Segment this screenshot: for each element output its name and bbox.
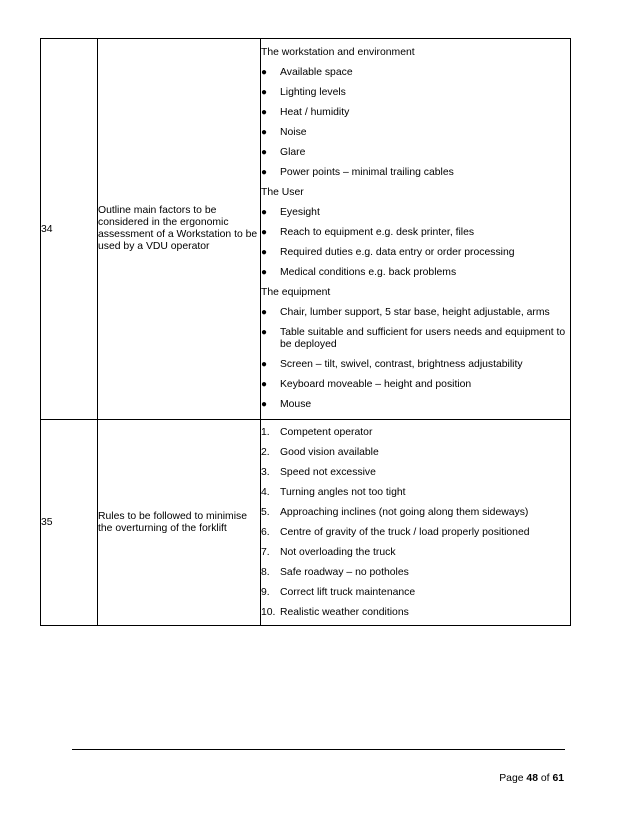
list-number: 6.	[261, 526, 270, 538]
bullet-icon: ●	[261, 107, 268, 118]
bullet-icon: ●	[261, 359, 268, 370]
bullet-icon: ●	[261, 147, 268, 158]
section-heading: The workstation and environment	[261, 47, 415, 58]
list-item: ● Glare	[261, 147, 306, 158]
list-item: 2. Good vision available	[261, 446, 379, 458]
page-of-label: of	[540, 773, 550, 784]
list-number: 1.	[261, 426, 270, 438]
list-number: 3.	[261, 466, 270, 478]
list-item: ● Table suitable and sufficient for users needs and equipment to be deployed	[261, 327, 566, 350]
bullet-icon: ●	[261, 167, 268, 178]
list-item: ● Keyboard moveable – height and position	[261, 379, 472, 390]
list-item: 8. Safe roadway – no potholes	[261, 566, 409, 578]
page-label: Page	[499, 773, 524, 784]
bullet-icon: ●	[261, 87, 268, 98]
qa-table	[40, 38, 571, 626]
bullet-icon: ●	[261, 247, 268, 258]
list-item: ● Chair, lumber support, 5 star base, height adjustable, arms	[261, 307, 550, 318]
bullet-icon: ●	[261, 327, 268, 338]
question-text: Rules to be followed to minimise the overturning of the forklift	[98, 420, 261, 626]
list-number: 10.	[261, 606, 276, 618]
list-item: ● Required duties e.g. data entry or order processing	[261, 247, 515, 258]
bullet-icon: ●	[261, 399, 268, 410]
list-item: ● Power points – minimal trailing cables	[261, 167, 454, 178]
bullet-icon: ●	[261, 379, 268, 390]
list-number: 9.	[261, 586, 270, 598]
list-item: ● Eyesight	[261, 207, 320, 218]
table-row	[41, 39, 571, 420]
answer-cell	[261, 39, 571, 420]
current-page: 48	[526, 773, 538, 784]
list-item: ● Available space	[261, 67, 353, 78]
answer-cell	[261, 420, 571, 626]
list-item: 6. Centre of gravity of the truck / load properly positioned	[261, 526, 530, 538]
question-text: Outline main factors to be considered in the ergonomic assessment of a Workstation to be used by a VDU operator	[98, 39, 261, 420]
list-item: 4. Turning angles not too tight	[261, 486, 406, 498]
list-item: ● Heat / humidity	[261, 107, 350, 118]
list-item: ● Screen – tilt, swivel, contrast, brightness adjustability	[261, 359, 523, 370]
list-number: 5.	[261, 506, 270, 518]
bullet-list	[261, 303, 570, 415]
list-number: 2.	[261, 446, 270, 458]
list-item: ● Reach to equipment e.g. desk printer, files	[261, 227, 475, 238]
list-item: 5. Approaching inclines (not going along them sideways)	[261, 506, 529, 518]
list-item: ● Noise	[261, 127, 307, 138]
footer-divider	[72, 749, 565, 750]
section-heading: The equipment	[261, 287, 331, 298]
question-number: 35	[41, 420, 98, 626]
list-number: 8.	[261, 566, 270, 578]
list-item: 3. Speed not excessive	[261, 466, 376, 478]
numbered-list	[261, 423, 570, 623]
bullet-list	[261, 203, 570, 283]
bullet-icon: ●	[261, 227, 268, 238]
list-number: 7.	[261, 546, 270, 558]
bullet-icon: ●	[261, 207, 268, 218]
page-footer	[499, 773, 564, 784]
list-item: 9. Correct lift truck maintenance	[261, 586, 416, 598]
list-item: 1. Competent operator	[261, 426, 373, 438]
list-item: ● Lighting levels	[261, 87, 346, 98]
table-row	[41, 420, 571, 626]
list-number: 4.	[261, 486, 270, 498]
bullet-list	[261, 63, 570, 183]
list-item: ● Mouse	[261, 399, 312, 410]
bullet-icon: ●	[261, 307, 268, 318]
bullet-icon: ●	[261, 267, 268, 278]
section-heading: The User	[261, 187, 304, 198]
total-pages: 61	[552, 773, 564, 784]
list-item: 10. Realistic weather conditions	[261, 606, 409, 618]
bullet-icon: ●	[261, 67, 268, 78]
question-number: 34	[41, 39, 98, 420]
bullet-icon: ●	[261, 127, 268, 138]
list-item: ● Medical conditions e.g. back problems	[261, 267, 457, 278]
list-item: 7. Not overloading the truck	[261, 546, 396, 558]
